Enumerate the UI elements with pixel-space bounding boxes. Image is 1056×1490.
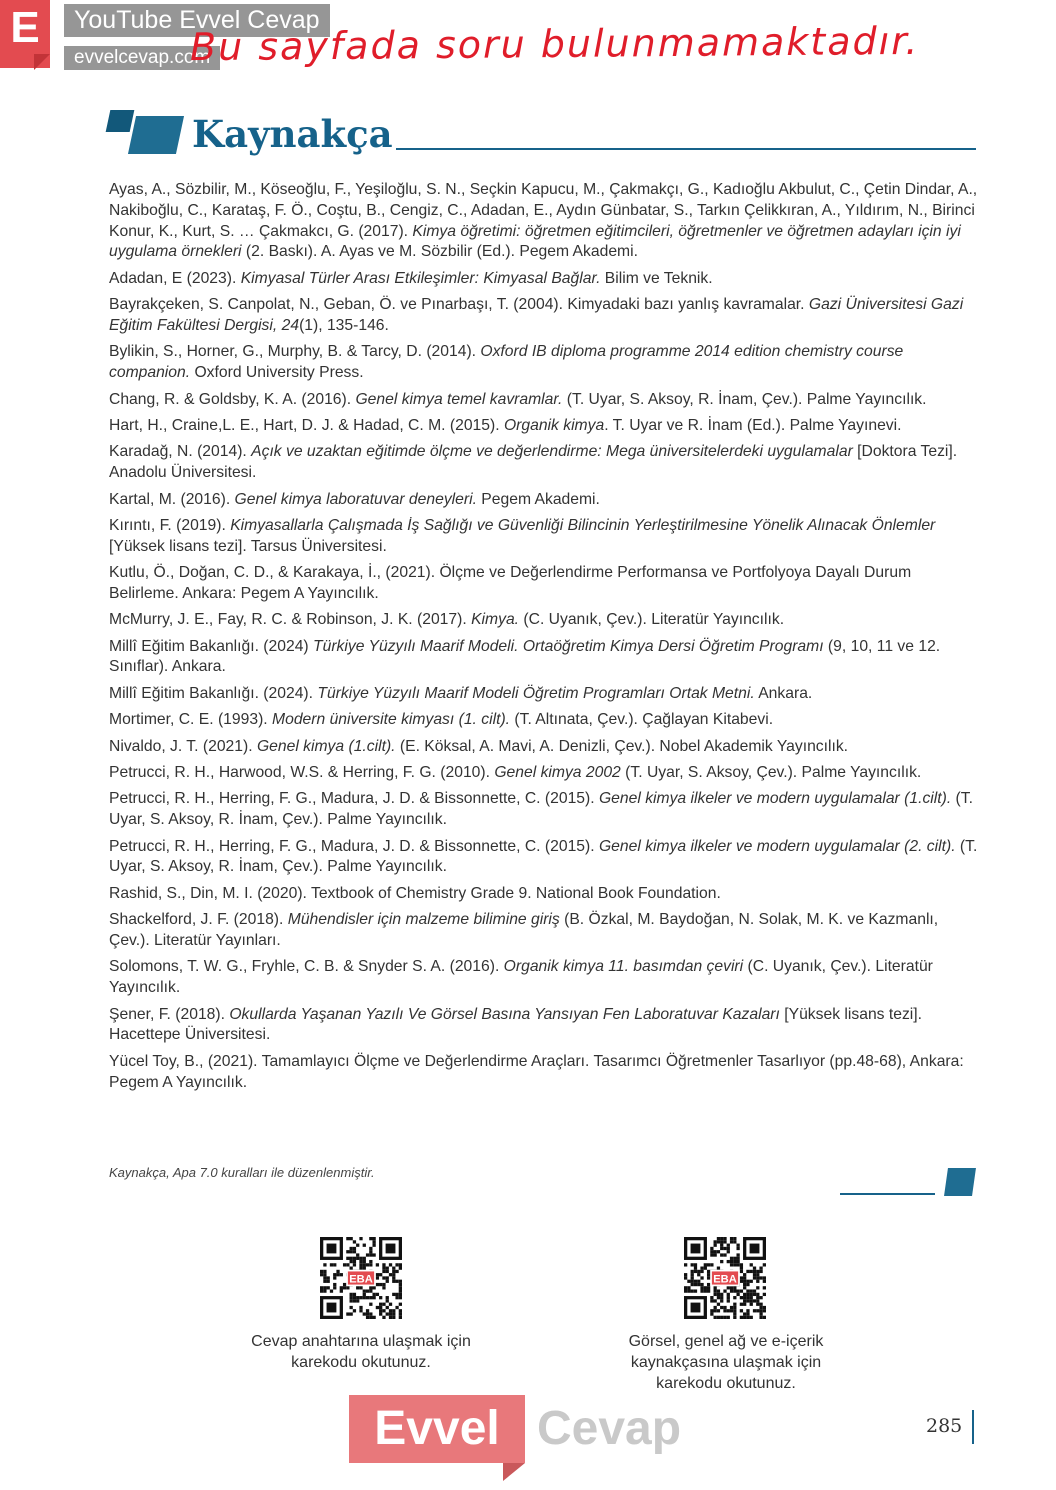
reference-title: Genel kimya ilkeler ve modern uygulamalar (2. cilt).	[598, 837, 956, 855]
reference-text: Petrucci, R. H., Harwood, W.S. & Herring, F. G. (2010).	[109, 764, 495, 782]
page-number-rule	[972, 1410, 974, 1444]
reference-text: (C. Uyanık, Çev.). Literatür Yayıncılık.	[109, 958, 933, 997]
reference-text: (C. Uyanık, Çev.). Literatür Yayıncılık.	[519, 611, 785, 629]
reference-title: Okullarda Yaşanan Yazılı Ve Görsel Basına Yansıyan Fen Laboratuvar Kazaları	[229, 1005, 780, 1023]
reference-list	[109, 180, 979, 1099]
reference-text: (T. Uyar, S. Aksoy, R. İnam, Çev.). Palme Yayıncılık.	[109, 837, 978, 876]
reference-title: Mühendisler için malzeme bilimine giriş	[287, 911, 560, 929]
reference-text: Nivaldo, J. T. (2021).	[109, 737, 257, 755]
reference-entry	[109, 837, 979, 879]
reference-text: Petrucci, R. H., Herring, F. G., Madura, J. D. & Bissonnette, C. (2015).	[109, 790, 599, 808]
reference-text: Mortimer, C. E. (1993).	[109, 711, 273, 729]
reference-text: Kartal, M. (2016).	[109, 490, 235, 508]
reference-text: Millî Eğitim Bakanlığı. (2024)	[109, 637, 314, 655]
qr-code-resources[interactable]	[684, 1237, 766, 1319]
reference-title: Türkiye Yüzyılı Maarif Modeli Öğretim Programları Ortak Metni.	[317, 684, 755, 702]
reference-entry	[109, 295, 979, 337]
reference-text: Bilim ve Teknik.	[600, 269, 713, 287]
reference-entry	[109, 342, 979, 384]
page-title: Kaynakça	[192, 112, 393, 156]
reference-entry	[109, 563, 979, 605]
qr-logo-text: EBA	[713, 1273, 737, 1286]
reference-text: Karadağ, N. (2014).	[109, 443, 252, 461]
watermark-url[interactable]: evvelcevap.com	[64, 46, 220, 70]
reference-text: [Yüksek lisans tezi]. Hacettepe Üniversitesi.	[109, 1005, 923, 1044]
reference-title: Kimya öğretimi: öğretmen eğitimcileri, öğretmenler ve öğretmen adayları için iyi uygulama örnekleri	[109, 222, 961, 261]
qr-code-answer-key[interactable]	[320, 1237, 402, 1319]
reference-text: Bayrakçeken, S. Canpolat, N., Geban, Ö. ve Pınarbaşı, T. (2004). Kimyadaki bazı yanlış kavramalar.	[109, 296, 809, 314]
reference-text: (B. Özkal, M. Baydoğan, N. Solak, M. K. ve Kazmanlı, Çev.). Literatür Yayınları.	[109, 911, 939, 949]
reference-entry	[109, 957, 979, 999]
reference-text: Rashid, S., Din, M. I. (2020). Textbook of Chemistry Grade 9. National Book Foundation.	[109, 884, 721, 902]
reference-text: Adadan, E (2023).	[109, 269, 241, 287]
reference-entry	[109, 684, 979, 705]
reference-title: Kimyasal Türler Arası Etkileşimler: Kimyasal Bağlar.	[240, 269, 601, 287]
reference-text: Yücel Toy, B., (2021). Tamamlayıcı Ölçme ve Değerlendirme Araçları. Tasarımcı Öğretmenler Tasarlıyor (pp.48-68), Ankara: Pegem A Yayıncılık.	[109, 1052, 964, 1091]
watermark-bottom-right: Cevap	[537, 1402, 682, 1455]
qr-logo-text: EBA	[349, 1273, 373, 1286]
reference-text: Kutlu, Ö., Doğan, C. D., & Karakaya, İ., (2021). Ölçme ve Değerlendirme Performansa ve Portfolyoya Dayalı Durum Belirleme. Ankara: Pegem A Yayıncılık.	[109, 564, 912, 602]
reference-entry	[109, 416, 979, 437]
reference-text: (T. Uyar, S. Aksoy, R. İnam, Çev.). Palme Yayıncılık.	[109, 790, 973, 829]
reference-text: Bylikin, S., Horner, G., Murphy, B. & Tarcy, D. (2014).	[109, 343, 481, 361]
reference-text: Petrucci, R. H., Herring, F. G., Madura, J. D. & Bissonnette, C. (2015).	[109, 837, 599, 855]
reference-text: (T. Uyar, S. Aksoy, Çev.). Palme Yayıncılık.	[620, 764, 922, 782]
watermark-badge: E	[0, 0, 50, 68]
reference-text: Hart, H., Craine,L. E., Hart, D. J. & Hadad, C. M. (2015).	[109, 416, 504, 434]
reference-text: Şener, F. (2018).	[109, 1005, 230, 1023]
reference-title: Oxford IB diploma programme 2014 edition chemistry course companion.	[109, 343, 904, 382]
reference-entry	[109, 442, 979, 484]
heading-rule	[396, 148, 976, 150]
reference-title: Genel kimya temel kavramlar.	[355, 390, 563, 408]
reference-entry	[109, 390, 979, 411]
reference-text: (T. Uyar, S. Aksoy, R. İnam, Çev.). Palme Yayıncılık.	[562, 390, 927, 408]
reference-entry	[109, 610, 979, 631]
reference-entry	[109, 490, 979, 511]
reference-text: Solomons, T. W. G., Fryhle, C. B. & Snyder S. A. (2016).	[109, 958, 504, 976]
citation-style-note: Kaynakça, Apa 7.0 kuralları ile düzenlenmiştir.	[109, 1165, 375, 1180]
heading-decoration	[106, 110, 135, 132]
reference-text: Oxford University Press.	[190, 364, 364, 382]
reference-title: Genel kimya (1.cilt).	[256, 737, 396, 755]
reference-entry	[109, 1005, 979, 1047]
reference-title: Genel kimya 2002	[494, 764, 621, 782]
reference-title: Organik kimya 11. basımdan çeviri	[503, 958, 744, 976]
reference-text: (1), 135-146.	[299, 316, 389, 334]
reference-text: (E. Köksal, A. Mavi, A. Denizli, Çev.). Nobel Akademik Yayıncılık.	[395, 737, 849, 755]
reference-entry	[109, 763, 979, 784]
footer-decoration	[944, 1168, 976, 1196]
reference-title: Kimya.	[471, 611, 520, 629]
reference-text: Kırıntı, F. (2019).	[109, 516, 231, 534]
reference-text: [Doktora Tezi]. Anadolu Üniversitesi.	[109, 443, 958, 482]
heading-decoration	[128, 116, 184, 154]
reference-title: Açık ve uzaktan eğitimde ölçme ve değerlendirme: Mega üniversitelerdeki uygulamalar	[251, 443, 853, 461]
reference-entry	[109, 789, 979, 831]
reference-entry	[109, 516, 979, 558]
reference-entry	[109, 1052, 979, 1094]
reference-entry	[109, 180, 979, 263]
reference-entry	[109, 269, 979, 290]
reference-entry	[109, 737, 979, 758]
reference-entry	[109, 637, 979, 679]
watermark-bottom-left: Evvel	[349, 1395, 525, 1463]
reference-title: Genel kimya laboratuvar deneyleri.	[234, 490, 477, 508]
reference-text: [Yüksek lisans tezi]. Tarsus Üniversitesi.	[109, 537, 387, 555]
reference-entry	[109, 710, 979, 731]
reference-text: (T. Altınata, Çev.). Çağlayan Kitabevi.	[510, 711, 774, 729]
reference-text: (2. Baskı). A. Ayas ve M. Sözbilir (Ed.). Pegem Akademi.	[241, 243, 638, 261]
reference-text: . T. Uyar ve R. İnam (Ed.). Palme Yayınevi.	[604, 416, 902, 434]
reference-title: Kimyasallarla Çalışmada İş Sağlığı ve Güvenliği Bilincinin Yerleştirilmesine Yönelik Alınacak Önlemler	[230, 516, 936, 534]
reference-entry	[109, 910, 979, 952]
watermark-title: YouTube Evvel Cevap	[64, 4, 330, 37]
reference-text: Ankara.	[754, 684, 813, 702]
page-number: 285	[926, 1415, 963, 1437]
reference-text: (9, 10, 11 ve 12. Sınıflar). Ankara.	[109, 637, 941, 676]
reference-entry	[109, 884, 979, 905]
reference-text: Ayas, A., Sözbilir, M., Köseoğlu, F., Yeşiloğlu, S. N., Seçkin Kapucu, M., Çakmakçı, G., Kadıoğlu Akbulut, C., Çetin Dindar, A., Nakiboğlu, C., Karataş, F. Ö., Coştu, B., Cengiz, C., Adadan, E., Aydın Günbatar, S., Tarkın Çelikkıran, A., Yıldırım, N., Birinci Konur, K., Kurt, S. … Çakmakcı, G. (2017).	[109, 181, 978, 240]
reference-text: Millî Eğitim Bakanlığı. (2024).	[109, 684, 318, 702]
footer-rule	[840, 1193, 935, 1195]
qr-caption-resources: Görsel, genel ağ ve e-içerik kaynakçasına ulaşmak için karekodu okutunuz.	[628, 1333, 824, 1392]
reference-text: McMurry, J. E., Fay, R. C. & Robinson, J. K. (2017).	[109, 611, 472, 629]
qr-caption-answer-key: Cevap anahtarına ulaşmak için karekodu okutunuz.	[251, 1333, 471, 1371]
handwritten-notice: Bu sayfada soru bulunmamaktadır.	[189, 18, 920, 70]
reference-title: Türkiye Yüzyılı Maarif Modeli. Ortaöğretim Kimya Dersi Öğretim Programı	[313, 637, 824, 655]
reference-title: Gazi Üniversitesi Gazi Eğitim Fakültesi Dergisi, 24	[109, 296, 964, 334]
reference-title: Genel kimya ilkeler ve modern uygulamalar (1.cilt).	[598, 790, 952, 808]
reference-text: Chang, R. & Goldsby, K. A. (2016).	[109, 390, 356, 408]
reference-text: Pegem Akademi.	[476, 490, 600, 508]
reference-title: Organik kimya	[503, 416, 605, 434]
reference-title: Modern üniversite kimyası (1. cilt).	[272, 711, 511, 729]
reference-text: Shackelford, J. F. (2018).	[109, 911, 288, 929]
